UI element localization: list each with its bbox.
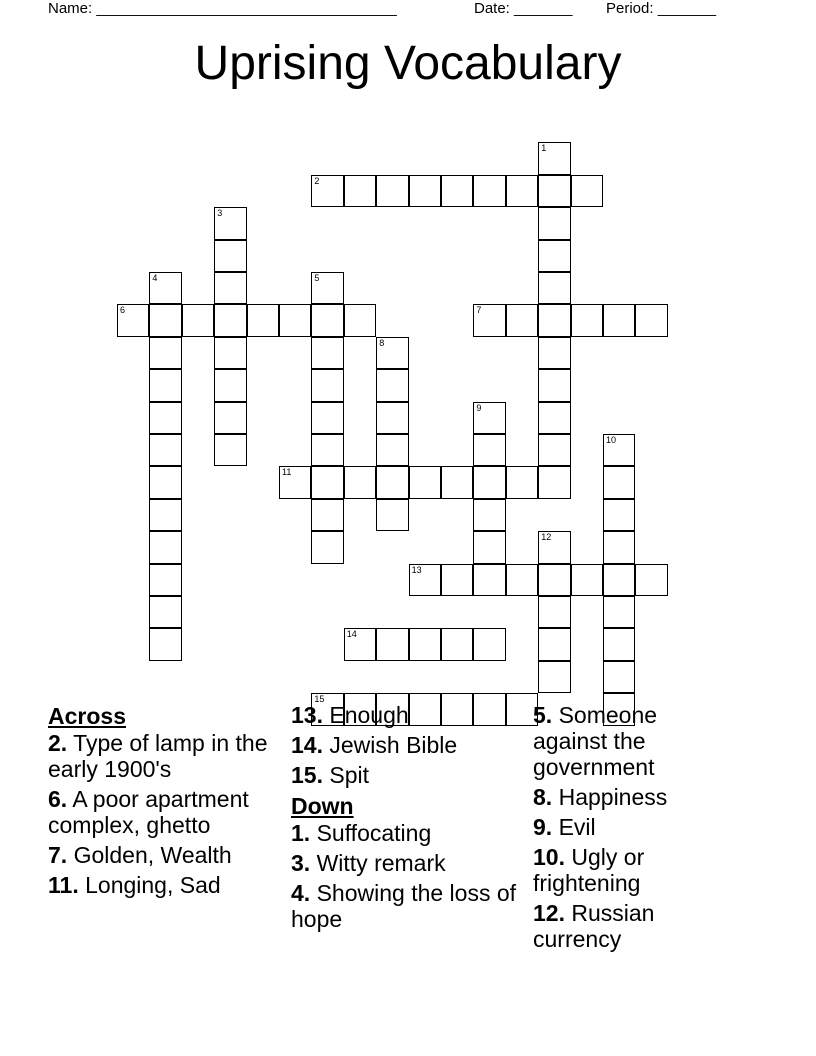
clue-across-11 (48, 872, 278, 898)
crossword-cell[interactable] (538, 402, 570, 434)
crossword-cell[interactable] (409, 175, 441, 207)
crossword-cell[interactable] (214, 304, 246, 336)
cell-number: 11 (282, 467, 292, 478)
date-field[interactable]: Date: _______ (474, 0, 573, 17)
crossword-cell[interactable] (603, 499, 635, 531)
crossword-cell[interactable] (376, 434, 408, 466)
page-title: Uprising Vocabulary (194, 37, 622, 90)
crossword-cell[interactable] (441, 175, 473, 207)
crossword-cell[interactable] (149, 402, 181, 434)
crossword-cell[interactable] (473, 531, 505, 563)
crossword-cell[interactable] (538, 628, 570, 660)
crossword-cell[interactable] (506, 466, 538, 498)
crossword-cell[interactable] (214, 240, 246, 272)
crossword-cell[interactable] (149, 564, 181, 596)
crossword-cell[interactable] (538, 434, 570, 466)
cell-number: 3 (217, 208, 223, 219)
cell-number: 12 (541, 532, 552, 543)
clue-number: 4. (291, 880, 311, 906)
crossword-cell[interactable] (376, 499, 408, 531)
crossword-cell[interactable] (376, 369, 408, 401)
crossword-cell[interactable] (538, 466, 570, 498)
crossword-cell[interactable] (149, 369, 181, 401)
crossword-cell[interactable] (473, 402, 505, 434)
clue-text: Jewish Bible (329, 732, 458, 758)
crossword-grid (117, 110, 668, 705)
crossword-cell[interactable] (279, 466, 311, 498)
clue-down-1 (291, 820, 523, 846)
clue-down-9 (533, 814, 723, 840)
crossword-cell[interactable] (538, 272, 570, 304)
clue-number: 6. (48, 786, 68, 812)
crossword-cell[interactable] (473, 175, 505, 207)
crossword-cell[interactable] (344, 628, 376, 660)
clue-across-14 (291, 732, 523, 758)
clue-number: 11. (48, 872, 79, 898)
crossword-cell[interactable] (603, 531, 635, 563)
cell-number: 14 (346, 629, 357, 640)
crossword-cell[interactable] (311, 499, 343, 531)
clue-down-3 (291, 850, 523, 876)
crossword-cell[interactable] (311, 304, 343, 336)
crossword-cell[interactable] (635, 564, 667, 596)
crossword-cell[interactable] (344, 466, 376, 498)
clue-number: 7. (48, 842, 68, 868)
crossword-cell[interactable] (603, 564, 635, 596)
crossword-cell[interactable] (214, 434, 246, 466)
crossword-cell[interactable] (409, 628, 441, 660)
crossword-cell[interactable] (117, 304, 149, 336)
crossword-cell[interactable] (376, 628, 408, 660)
crossword-cell[interactable] (473, 499, 505, 531)
cell-number: 9 (476, 402, 482, 413)
crossword-cell[interactable] (441, 628, 473, 660)
clues-column-2 (291, 702, 523, 936)
crossword-cell[interactable] (603, 596, 635, 628)
crossword-cell[interactable] (214, 369, 246, 401)
crossword-cell[interactable] (571, 564, 603, 596)
clue-number: 9. (533, 814, 553, 840)
crossword-cell[interactable] (311, 402, 343, 434)
crossword-cell[interactable] (311, 369, 343, 401)
crossword-cell[interactable] (409, 564, 441, 596)
crossword-cell[interactable] (538, 240, 570, 272)
crossword-cell[interactable] (441, 466, 473, 498)
clue-number: 10. (533, 844, 565, 870)
clue-number: 8. (533, 784, 553, 810)
crossword-cell[interactable] (247, 304, 279, 336)
crossword-cell[interactable] (571, 175, 603, 207)
crossword-cell[interactable] (149, 628, 181, 660)
clue-number: 2. (48, 730, 68, 756)
cell-number: 7 (476, 305, 482, 316)
crossword-cell[interactable] (214, 337, 246, 369)
worksheet-header (0, 0, 816, 20)
crossword-cell[interactable] (149, 434, 181, 466)
clue-across-7 (48, 842, 278, 868)
clue-text: Happiness (558, 784, 668, 810)
crossword-cell[interactable] (279, 304, 311, 336)
crossword-cell[interactable] (603, 304, 635, 336)
clue-text: Longing, Sad (85, 872, 221, 898)
clue-number: 12. (533, 900, 565, 926)
cell-number: 4 (152, 273, 158, 283)
clue-down-5 (533, 702, 723, 780)
crossword-cell[interactable] (473, 628, 505, 660)
crossword-cell[interactable] (441, 564, 473, 596)
crossword-cell[interactable] (473, 466, 505, 498)
clue-across-15 (291, 762, 523, 788)
clue-across-6 (48, 786, 278, 838)
clue-text: Someone against the government (533, 702, 658, 780)
clue-text: Type of lamp in the early 1900's (48, 730, 268, 782)
crossword-cell[interactable] (311, 466, 343, 498)
crossword-cell[interactable] (473, 564, 505, 596)
cell-number: 6 (120, 305, 126, 316)
clue-number: 14. (291, 732, 323, 758)
crossword-cell[interactable] (311, 272, 343, 304)
crossword-cell[interactable] (538, 531, 570, 563)
crossword-cell[interactable] (376, 175, 408, 207)
cell-number: 13 (411, 564, 422, 575)
clues-column-3 (533, 702, 723, 956)
clue-text: Ugly or frightening (533, 844, 645, 896)
clue-text: Spit (329, 762, 370, 788)
crossword-cell[interactable] (506, 304, 538, 336)
crossword-cell[interactable] (538, 175, 570, 207)
crossword-cell[interactable] (473, 434, 505, 466)
crossword-cell[interactable] (538, 207, 570, 239)
crossword-cell[interactable] (603, 434, 635, 466)
crossword-cell[interactable] (311, 531, 343, 563)
crossword-cell[interactable] (214, 402, 246, 434)
cell-number: 10 (606, 435, 617, 445)
cell-number: 15 (314, 694, 325, 705)
name-field[interactable]: Name: ____________________________________ (48, 0, 397, 17)
crossword-cell[interactable] (149, 596, 181, 628)
cell-number: 2 (314, 175, 320, 186)
crossword-cell[interactable] (603, 466, 635, 498)
clue-text: Enough (329, 702, 409, 728)
clue-number: 3. (291, 850, 311, 876)
clue-number: 13. (291, 702, 323, 728)
crossword-cell[interactable] (149, 337, 181, 369)
clue-number: 1. (291, 820, 311, 846)
clue-across-2 (48, 730, 278, 782)
clue-text: A poor apartment complex, ghetto (48, 786, 249, 838)
clue-text: Suffocating (316, 820, 432, 846)
crossword-cell[interactable] (409, 466, 441, 498)
cell-number: 8 (379, 337, 385, 348)
clue-down-4 (291, 880, 523, 932)
down-heading: Down (291, 793, 354, 819)
clue-text: Russian currency (533, 900, 655, 952)
clue-down-12 (533, 900, 723, 952)
crossword-cell[interactable] (214, 272, 246, 304)
crossword-cell[interactable] (571, 304, 603, 336)
crossword-cell[interactable] (538, 369, 570, 401)
crossword-cell[interactable] (376, 402, 408, 434)
clue-down-10 (533, 844, 723, 896)
clue-down-8 (533, 784, 723, 810)
clue-text: Showing the loss of hope (291, 880, 517, 932)
crossword-cell[interactable] (603, 661, 635, 693)
crossword-cell[interactable] (149, 499, 181, 531)
crossword-cell[interactable] (214, 207, 246, 239)
clues-column-1 (48, 702, 278, 902)
crossword-cell[interactable] (473, 304, 505, 336)
crossword-cell[interactable] (149, 531, 181, 563)
crossword-cell[interactable] (538, 596, 570, 628)
clue-number: 5. (533, 702, 553, 728)
clue-across-13 (291, 702, 523, 728)
crossword-cell[interactable] (311, 337, 343, 369)
crossword-cell[interactable] (538, 337, 570, 369)
crossword-cell[interactable] (149, 272, 181, 304)
crossword-cell[interactable] (376, 337, 408, 369)
clue-text: Evil (558, 814, 596, 840)
clue-text: Witty remark (316, 850, 446, 876)
crossword-cell[interactable] (344, 175, 376, 207)
crossword-cell[interactable] (635, 304, 667, 336)
crossword-cell[interactable] (538, 564, 570, 596)
crossword-cell[interactable] (376, 466, 408, 498)
period-field[interactable]: Period: _______ (606, 0, 717, 17)
clue-number: 15. (291, 762, 323, 788)
crossword-cell[interactable] (603, 628, 635, 660)
crossword-cell[interactable] (538, 142, 570, 174)
crossword-cell[interactable] (344, 304, 376, 336)
cell-number: 1 (541, 143, 547, 154)
crossword-cell[interactable] (182, 304, 214, 336)
crossword-cell[interactable] (149, 304, 181, 336)
cell-number: 5 (314, 273, 320, 283)
crossword-cell[interactable] (311, 175, 343, 207)
crossword-cell[interactable] (538, 304, 570, 336)
across-heading: Across (48, 703, 126, 729)
crossword-cell[interactable] (506, 175, 538, 207)
crossword-cell[interactable] (538, 661, 570, 693)
crossword-cell[interactable] (311, 434, 343, 466)
crossword-cell[interactable] (506, 564, 538, 596)
crossword-cell[interactable] (149, 466, 181, 498)
clue-text: Golden, Wealth (73, 842, 232, 868)
